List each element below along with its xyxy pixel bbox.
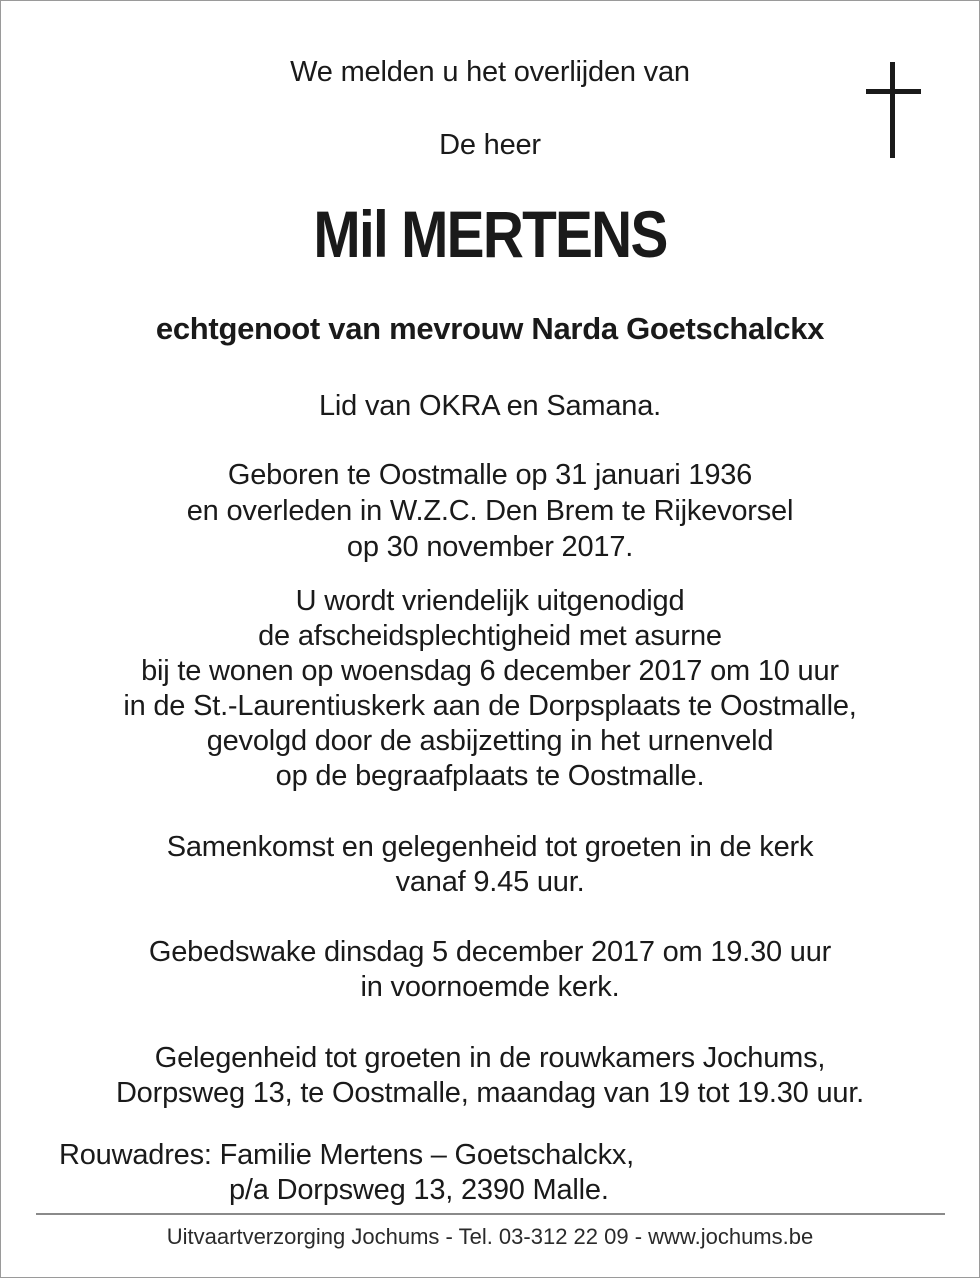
viewing-line: Dorpsweg 13, te Oostmalle, maandag van 19 tot 19.30 uur. bbox=[115, 1077, 865, 1109]
ceremony-line: de afscheidsplechtigheid met asurne bbox=[258, 620, 722, 652]
mourning-address-line: p/a Dorpsweg 13, 2390 Malle. bbox=[229, 1174, 609, 1206]
mourning-address-line: Rouwadres: Familie Mertens – Goetschalckx, bbox=[59, 1139, 635, 1171]
ceremony-line: gevolgd door de asbijzetting in het urnenveld bbox=[206, 725, 774, 757]
death-date-line: op 30 november 2017. bbox=[346, 531, 634, 563]
membership-text: Lid van OKRA en Samana. bbox=[319, 390, 661, 422]
footer-divider bbox=[36, 1213, 945, 1215]
funeral-home-footer: Uitvaartverzorging Jochums - Tel. 03-312 22 09 - www.jochums.be bbox=[166, 1224, 814, 1249]
spouse-line: echtgenoot van mevrouw Narda Goetschalckx bbox=[155, 311, 825, 346]
birth-line: Geboren te Oostmalle op 31 januari 1936 bbox=[227, 459, 753, 491]
vigil-line: Gebedswake dinsdag 5 december 2017 om 19.30 uur bbox=[148, 936, 832, 968]
viewing-line: Gelegenheid tot groeten in de rouwkamers Jochums, bbox=[154, 1042, 826, 1074]
ceremony-line: bij te wonen op woensdag 6 december 2017 om 10 uur bbox=[141, 655, 839, 687]
honorific-title: De heer bbox=[439, 129, 541, 161]
death-line: en overleden in W.Z.C. Den Brem te Rijkevorsel bbox=[186, 495, 794, 527]
gathering-line: vanaf 9.45 uur. bbox=[395, 866, 585, 898]
gathering-line: Samenkomst en gelegenheid tot groeten in de kerk bbox=[166, 831, 814, 863]
vigil-line: in voornoemde kerk. bbox=[360, 971, 620, 1003]
ceremony-line: op de begraafplaats te Oostmalle. bbox=[275, 760, 705, 792]
intro-text: We melden u het overlijden van bbox=[290, 56, 690, 88]
ceremony-line: in de St.-Laurentiuskerk aan de Dorpsplaats te Oostmalle, bbox=[123, 690, 857, 722]
ceremony-line: U wordt vriendelijk uitgenodigd bbox=[295, 585, 685, 617]
deceased-name: Mil MERTENS bbox=[313, 197, 667, 271]
